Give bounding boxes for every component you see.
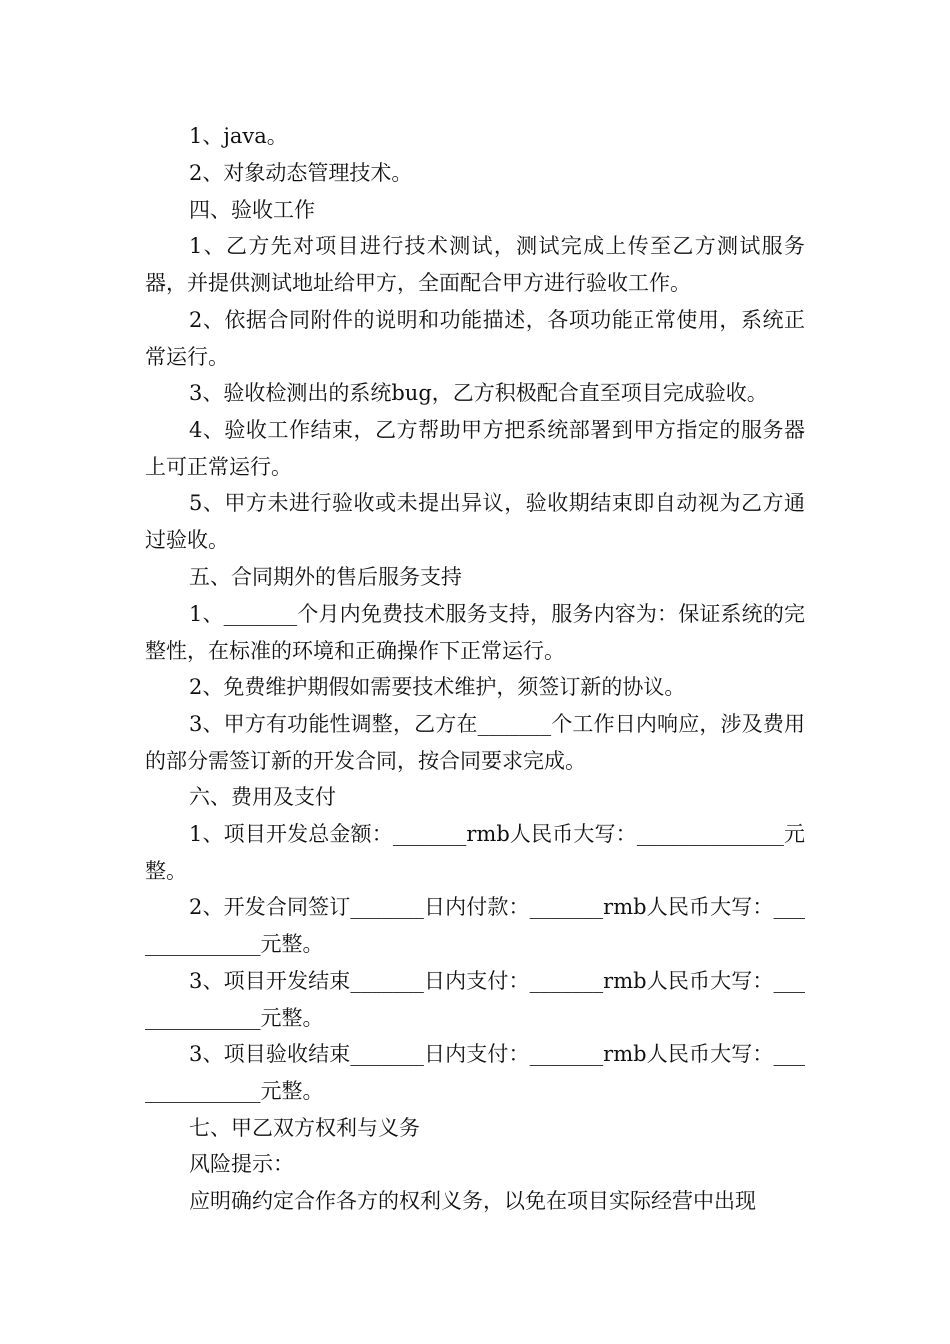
risk-label: 风险提示： (189, 1152, 294, 1176)
paragraph-5-1: 1、_______个月内免费技术服务支持，服务内容为：保证系统的完整性，在标准的环境和正确操作下正常运行。 (145, 602, 805, 663)
paragraph-4-3: 3、验收检测出的系统bug，乙方积极配合直至项目完成验收。 (189, 381, 768, 405)
paragraph-5-2: 2、免费维护期假如需要技术维护，须签订新的协议。 (189, 675, 686, 699)
paragraph-6-1: 1、项目开发总金额：_______rmb人民币大写：______________元整。 (145, 822, 805, 883)
paragraph-6-2: 2、开发合同签订_______日内付款：_______rmb人民币大写：______________元整。 (145, 895, 805, 956)
paragraph-4-4: 4、验收工作结束，乙方帮助甲方把系统部署到甲方指定的服务器上可正常运行。 (145, 418, 805, 479)
paragraph-5-3: 3、甲方有功能性调整，乙方在_______个工作日内响应，涉及费用的部分需签订新的开发合同，按合同要求完成。 (145, 712, 805, 773)
paragraph-2: 2、对象动态管理技术。 (189, 161, 413, 185)
paragraph-4-1: 1、乙方先对项目进行技术测试，测试完成上传至乙方测试服务器，并提供测试地址给甲方，全面配合甲方进行验收工作。 (145, 234, 805, 295)
paragraph-4-2: 2、依据合同附件的说明和功能描述，各项功能正常使用，系统正常运行。 (145, 308, 805, 369)
paragraph-1: 1、java。 (189, 124, 288, 148)
paragraph-4-5: 5、甲方未进行验收或未提出异议，验收期结束即自动视为乙方通过验收。 (145, 491, 805, 552)
section-heading-7: 七、甲乙双方权利与义务 (189, 1116, 420, 1140)
paragraph-7-1: 应明确约定合作各方的权利义务，以免在项目实际经营中出现 (189, 1189, 756, 1213)
section-heading-4: 四、验收工作 (189, 198, 315, 222)
section-heading-5: 五、合同期外的售后服务支持 (189, 565, 462, 589)
section-heading-6: 六、费用及支付 (189, 785, 336, 809)
paragraph-6-4: 3、项目验收结束_______日内支付：_______rmb人民币大写：______________元整。 (145, 1042, 805, 1103)
paragraph-6-3: 3、项目开发结束_______日内支付：_______rmb人民币大写：______________元整。 (145, 969, 805, 1030)
